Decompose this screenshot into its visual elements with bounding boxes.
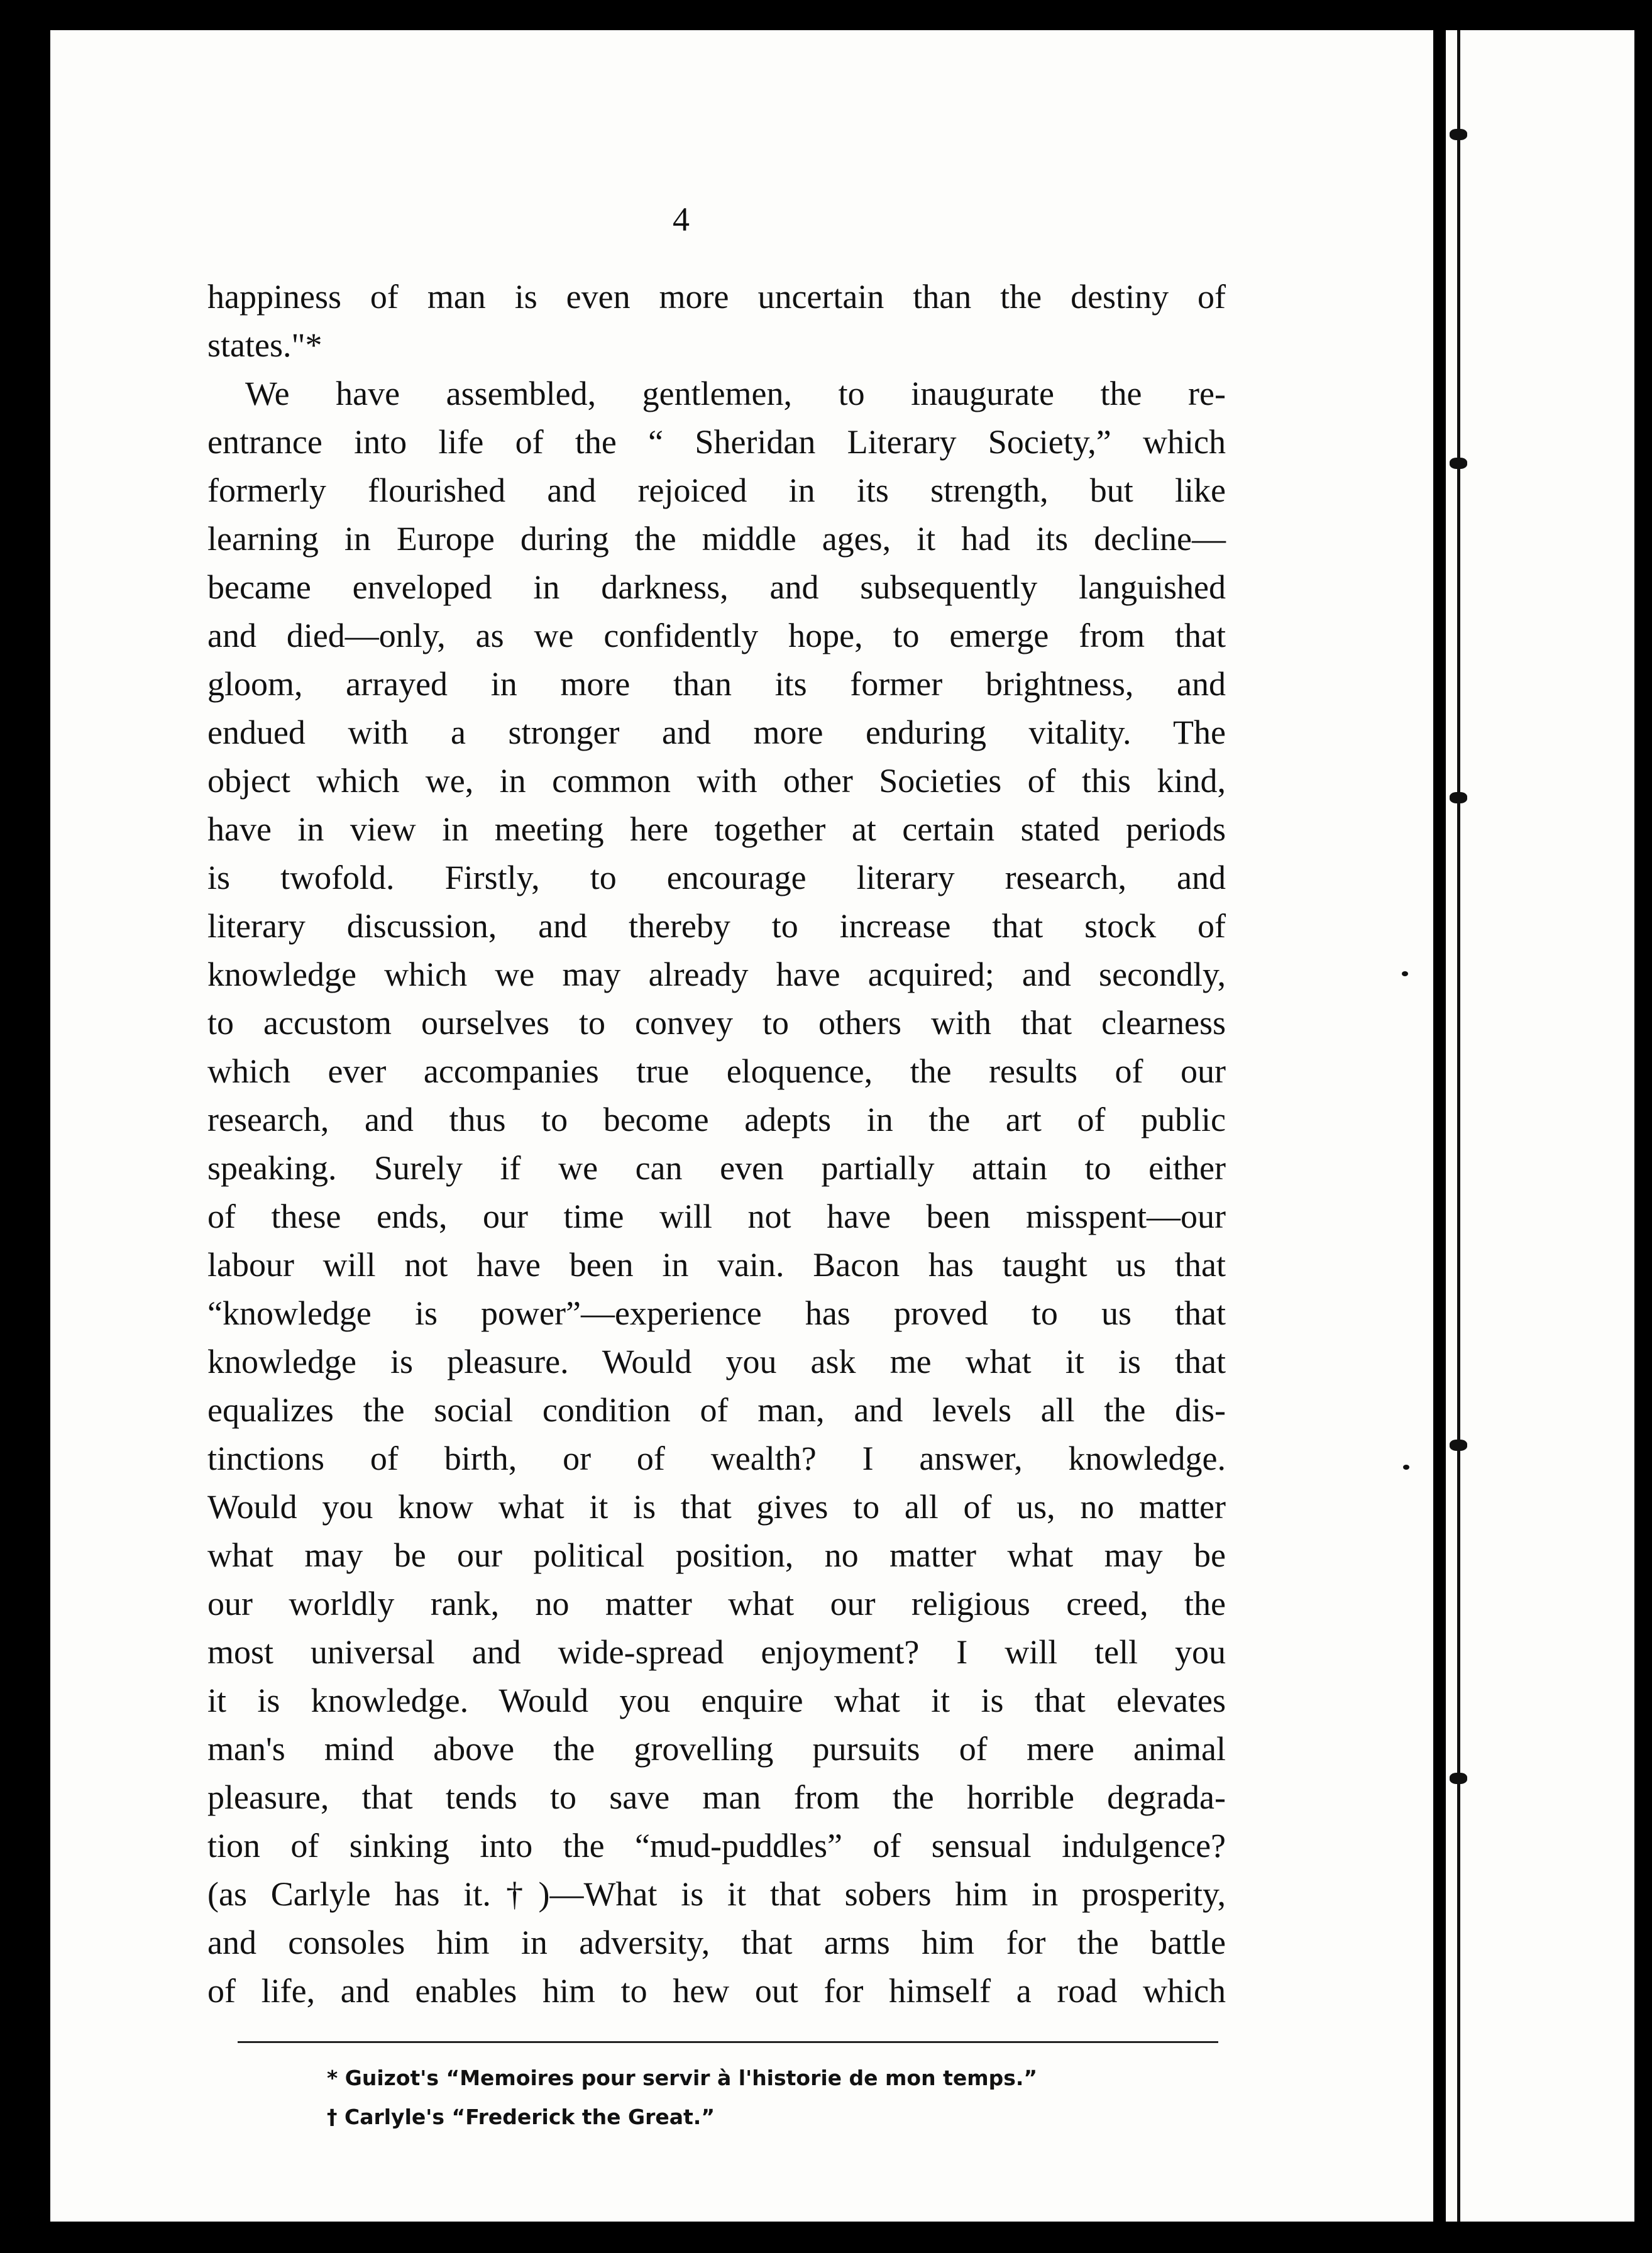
text-line: it is knowledge. Would you enquire what it is that elevates: [207, 1682, 1226, 1719]
binding-stitch: [1450, 458, 1467, 469]
text-line: which ever accompanies true eloquence, the results of our: [207, 1052, 1226, 1090]
text-line: tion of sinking into the “mud-puddles” of sensual indulgence?: [207, 1827, 1226, 1865]
text-line: labour will not have been in vain. Bacon has taught us that: [207, 1246, 1226, 1284]
text-line: formerly flourished and rejoiced in its strength, but like: [207, 471, 1226, 509]
text-line: became enveloped in darkness, and subsequently languished: [207, 568, 1226, 606]
text-line: object which we, in common with other Societies of this kind,: [207, 762, 1226, 800]
text-line: of life, and enables him to hew out for himself a road which: [207, 1972, 1226, 2010]
text-line: pleasure, that tends to save man from the horrible degrada-: [207, 1778, 1226, 1816]
text-line: have in view in meeting here together at certain stated periods: [207, 810, 1226, 848]
text-line: and consoles him in adversity, that arms him for the battle: [207, 1924, 1226, 1961]
text-line: gloom, arrayed in more than its former brightness, and: [207, 665, 1226, 703]
text-line: is twofold. Firstly, to encourage literary research, and: [207, 859, 1226, 896]
text-line: “knowledge is power”—experience has proved to us that: [207, 1294, 1226, 1332]
text-line: our worldly rank, no matter what our religious creed, the: [207, 1585, 1226, 1622]
footnotes: [327, 2059, 1037, 2137]
text-line: states."*: [207, 326, 322, 364]
text-line: tinctions of birth, or of wealth? I answer, knowledge.: [207, 1440, 1226, 1477]
body-text: [207, 273, 1226, 2015]
text-line: learning in Europe during the middle ages, it had its decline—: [207, 520, 1226, 558]
binding-stitch: [1450, 129, 1467, 140]
text-line: man's mind above the grovelling pursuits of mere animal: [207, 1730, 1226, 1768]
text-line: We have assembled, gentlemen, to inaugurate the re-: [245, 375, 1226, 412]
footnote-rule: [238, 2041, 1218, 2043]
binding-line: [1457, 30, 1460, 2222]
text-line: research, and thus to become adepts in the art of public: [207, 1101, 1226, 1138]
text-line: literary discussion, and thereby to increase that stock of: [207, 907, 1226, 945]
text-line: what may be our political position, no matter what may be: [207, 1536, 1226, 1574]
paper-speck: [1402, 971, 1408, 976]
binding-stitch: [1450, 1773, 1467, 1784]
text-line: Would you know what it is that gives to all of us, no matter: [207, 1488, 1226, 1526]
text-line: endued with a stronger and more enduring vitality. The: [207, 713, 1226, 751]
adjacent-page-edge: [1446, 30, 1634, 2222]
text-line: (as Carlyle has it.†)—What is it that sobers him in prosperity,: [207, 1875, 1226, 1913]
text-line: happiness of man is even more uncertain than the destiny of: [207, 278, 1226, 316]
paper-speck: [1403, 1465, 1409, 1470]
text-line: equalizes the social condition of man, and levels all the dis-: [207, 1391, 1226, 1429]
binding-stitch: [1450, 1440, 1467, 1451]
text-line: and died—only, as we confidently hope, to emerge from that: [207, 617, 1226, 654]
text-line: knowledge which we may already have acquired; and secondly,: [207, 956, 1226, 993]
page-number: 4: [673, 201, 690, 238]
text-line: to accustom ourselves to convey to others with that clearness: [207, 1004, 1226, 1042]
footnote-guizot: * Guizot's “Memoires pour servir à l'historie de mon temps.”: [327, 2066, 1038, 2090]
text-line: most universal and wide-spread enjoyment? I will tell you: [207, 1633, 1226, 1671]
text-line: of these ends, our time will not have been misspent—our: [207, 1198, 1226, 1235]
text-line: knowledge is pleasure. Would you ask me what it is that: [207, 1343, 1226, 1380]
text-line: entrance into life of the “ Sheridan Literary Society,” which: [207, 423, 1226, 461]
footnote-carlyle: † Carlyle's “Frederick the Great.”: [327, 2105, 715, 2129]
binding-stitch: [1450, 792, 1467, 803]
text-line: speaking. Surely if we can even partially attain to either: [207, 1149, 1226, 1187]
